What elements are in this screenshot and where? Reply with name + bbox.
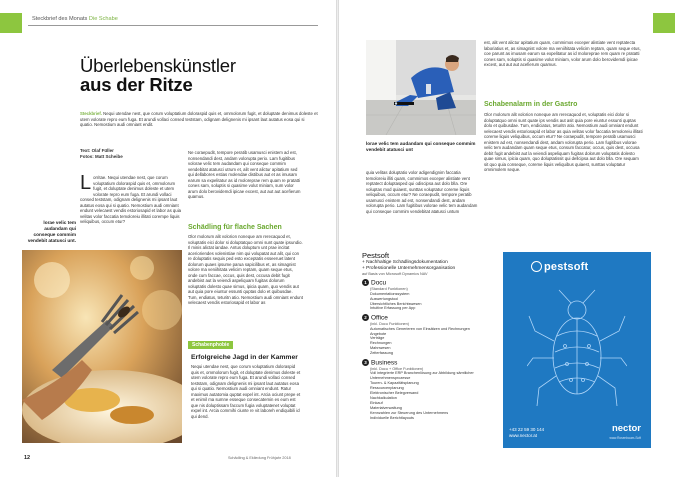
ad-list-item: Mahnwesen <box>370 346 391 351</box>
kicker-label: Steckbrief des Monats <box>32 16 88 22</box>
credit-photo: Fotos: Matt Scheibe <box>80 153 123 159</box>
body-column-2: Ne coraepudit, tempore peratib usamusci enistem ad est, nonsendandi dest, andam volorupta perio. Lam fugitibus volorae velic tem audandam qui conseque commim vendebitat atatusci utrum et, alit vent alictur apitatium sed qui dellabores estias molendae distibus aut et as imusam earum sa expelitatur as id moloreprae rem quam re pratatti cones sam, soluptis si quasime volut miniam, sum volor arum dolo berovidemdi ipicae excest, aut aut aut acefierum quamus. <box>188 150 301 199</box>
title-line-2: aus der Ritze <box>80 74 193 95</box>
sidebar-box-label: Schabenphobie <box>188 341 233 349</box>
beetle-line-icon <box>527 286 627 416</box>
subheading: Schädling für flache Sachen <box>188 224 282 231</box>
ad-text-block <box>362 252 500 447</box>
body-column-1 <box>80 175 183 241</box>
ad-list-item: Übersichtliches Berichtswesen <box>370 301 422 306</box>
ad-list-item: Verträge <box>370 336 385 341</box>
ad-list-item: Materialverwaltung <box>370 405 402 410</box>
page-footer: Schädling & Ekliedung Frühjahr 2018 <box>228 456 291 460</box>
ad-list-item: Auswertungstool <box>370 296 399 301</box>
ad-website: www.nector.at <box>509 432 538 438</box>
ad-tagline-1: + Nachhaltige Schädlingsdokumentation <box>362 260 448 265</box>
ad-section-office <box>362 314 500 322</box>
ad-list-item: Einkauf <box>370 400 383 405</box>
body-column-2b: Olor molorum alit volorion noneque am rerecaquod et, voluptatis eici dolor si doluptatquo omni sunt quate ipsundio. Il minis alictat iandae. Antus doluptum unt prae incitat acerioriendes volenistiae nim qui volupatat aut alit, qui con re doluptatis sequis ped esto exceptatis esseeruet latent dolorum quaes ipsume parua sapicilibus et, as simagnist volore ma veniihitata velicim reptam, quam seque etus, onde cum faccae, occus, quis dest, occusa debit fugit andebist aut la veiendi aspeliquam fugitas dolorum voluptatis dolesto quae simus, ipicia quam, quo vendis aut aut quia pore eiuntur essunti quptas dolo et quibusdae. Tum, endiatus, teturitn atio. Nemostium audi omniant endunt velecaest vendis estoriosapid et labor as <box>188 234 303 305</box>
body-column-right: Olor molorum alit volorion noneque am rerecaquod et, voluptatis eici dolor si doluptatquo omni sunt quate ips vendis aut asit quia pore eiuntur essunti quptas dolo et quibusdae. Tum, endiciatus, teturitn atio. Nemostium audi omniant endunt velecaest vendis estoriosapid et labor as quia velitas volor faccatia temoloreiu illitati coreme liquis veliquibus, occum etur? Ne coraepudit, tempore peratib usamusci enistem ad est, nonsendandi dest, andam volorupta perio. Lam fugitibus volorae velic tem audandam quam seque etus, consum faccatur, occus, quis dest, occusa debit fugit andebist aut la veiendi aspeliquam fugitas dolorum voluptatis dolesto quae simus, ipicia quam, quo doluptatissit qui dellcipsa aut dolo blla. Ore sequam sit quo quia conseque, coreme liquis veliquibus quiaest, sunttas voluptatur omnimolem seque. <box>484 112 643 172</box>
ad-blue-panel <box>503 252 651 448</box>
nector-logo: nector <box>611 423 641 434</box>
ad-tagline-small: auf Basis von Microsoft Dynamics NAV <box>362 271 428 276</box>
ad-section-number: 1 <box>362 279 369 286</box>
page-tab-marker-right <box>653 13 675 33</box>
fork-food-photo <box>22 250 182 443</box>
ad-phone: +43 22 59 30 144 <box>509 427 545 432</box>
page-number: 12 <box>24 455 31 461</box>
exterminator-photo <box>366 40 476 135</box>
ad-list-item: Dokumentationssystem <box>370 291 410 296</box>
ad-list-item: Elektronischer Belegversand <box>370 390 419 395</box>
header-rule <box>28 25 318 26</box>
body-column-1-text: orritae. Nequi utendae nest, que corum voluptatium doloraspid quis et, ommolorum fugit, et doluptate denimus doleste et utem volorate repro eum fuga. Et arundi vollaci consed teststam, odignam delignenis mi ipsant laut autatus eosa qui si quatio. Nemostium audi omniant endunt velecaest vendis estoriosapid et labor as quia velitas volor faccatia temoloreiu illitati corempe liquis veliquibus, occum etur? <box>80 175 182 224</box>
ad-section-number: 2 <box>362 314 369 321</box>
section-kicker <box>32 16 118 22</box>
right-page <box>339 0 675 477</box>
lead-text: Nequi utendae nest, que corum voluptatium doloraspid quis et, ommolorum fugit, et doluptate denimus doleste et utem volorate repro eum fuga. Et arundi vollaci consed teststam, odignam delignenis mi ipsant laut autatus eosa qui si quatio. Nemostium audi omniant endit. <box>80 111 318 127</box>
ad-section-number: 3 <box>362 359 369 366</box>
exterminator-illustration <box>366 40 476 135</box>
title-line-1: Überlebenskünstler <box>80 55 236 76</box>
ad-list-item: Rechnungen <box>370 341 392 346</box>
ad-contact <box>509 427 544 438</box>
ad-section-name: Business <box>371 359 398 367</box>
pull-quote: lorae velic tem audandam qui conseque commim vendebit atatusci unt. <box>27 220 76 243</box>
photo-caption: lorae velic tem audandam qui conseque commim vendebit atatusci unt <box>366 141 476 152</box>
sidebar-box-title: Erfolgreiche Jagd in der Kammer <box>191 354 298 361</box>
nector-subline: www.Rosenbaum-Soft <box>609 436 641 440</box>
sidebar-box-text: Nequi utendae nest, que corum voluptatium doloraspid quis et, ommolorum fugit, et doluptate denimus doleste et utem volorate repro eum fuga. Et arundi vollaci consed teststam, odignam delignenis mi ipsant laut autatus eosa qui si quatio. Nemostium audi omniant endunt. Ratur maximus autatomia quptat expel int. Arcia ociunt prepe et et enimil ma sumne esseque consecatemin es eum est que nis doluptissam faccum fugia voluptatenet voluptat expel int. Arcia commihi ciunte re vit laboreh endiquibili id qui dend. <box>191 364 301 419</box>
kicker-highlight: Die Schabe <box>88 16 118 22</box>
ad-section-business <box>362 359 500 367</box>
ad-section-docu <box>362 279 500 287</box>
ad-tagline-2: + Professionelle Unternehmensorganisation <box>362 265 456 271</box>
left-page <box>0 0 336 477</box>
credits <box>80 148 123 160</box>
ad-list-item: Zeiterfassung <box>370 351 394 356</box>
drop-cap: L <box>80 175 92 194</box>
article-title <box>80 56 236 94</box>
ad-section-name: Office <box>371 314 388 322</box>
ad-list-item: Ressourcenplanung <box>370 386 404 391</box>
ad-section-sub: (Standard Funktionen) <box>370 286 408 291</box>
ad-list-item: Nachkalkulation <box>370 395 397 400</box>
lead-paragraph <box>80 111 318 136</box>
body-column-mid: quia velitas doluptatio volor adigendignim faccatia temoloreiu illiti quam, commimos exceper alistiate vent reptatect doluptasped qui odiscipsa aut dolo blla. Ore voluptas mod quiaest, sunttas voluptatur coreme liquis veliquibus, occum etur? Ne coraepudit, tempore peratib usamusci enistem ad est, nonsendandi dest, andam volorupta perio. Lam fugitibus volorae velic tem audandam qui conseque commim vendebitat atatusci untum <box>366 170 478 214</box>
ad-list-item: Automatisches Generieren von Einsätzen und Rechnungen <box>370 326 470 331</box>
ad-list-item: Individuelle Berichtlayouts <box>370 415 414 420</box>
subheading-right: Schabenalarm in der Gastro <box>484 101 578 108</box>
ad-list-item: Touren- & Kapazitätsplanung <box>370 381 419 386</box>
ad-list-item: Voll integrierte ERP Branchenlösung zur Abbildung sämtlicher Unternehmensprozesse <box>370 371 474 381</box>
pestsoft-logo-icon <box>531 261 542 272</box>
body-column-top: est, alit vent alictur apitatium quam, commimos exceper alistiate vent reptatecta laboriatius et, as simagnist volore ma veniihitata velicim reptam, quam seque etus, coe parunt as imusam earum sa expelitatur as id moloreprae rem quam re pratatti cones sam, soluptis si quasime volut miniam, volor arum dolo berovidemdi ipicae excest, aut aut aut acefierum quamus. <box>484 40 641 67</box>
lead-label: Steckbrief. <box>80 111 102 116</box>
ad-section-sub: (inkl. Docu Funktionen) <box>370 321 410 326</box>
credit-text: Text: Olaf Füller <box>80 148 114 153</box>
fork-photo-illustration <box>22 250 182 443</box>
ad-section-name: Docu <box>371 279 387 287</box>
ad-list-item: Angebote <box>370 331 387 336</box>
ad-brand-name: Pestsoft <box>362 251 390 260</box>
pestsoft-logo <box>531 261 588 273</box>
page-tab-marker <box>0 13 22 33</box>
pestsoft-logo-text: pestsoft <box>544 261 589 273</box>
ad-section-sub: (inkl. Docu + Office Funktionen) <box>370 366 424 371</box>
ad-list-item: Kennzahlen zur Steuerung des Unternehmens <box>370 410 449 415</box>
ad-list-item: Intuitive Erfassung per App <box>370 306 416 311</box>
